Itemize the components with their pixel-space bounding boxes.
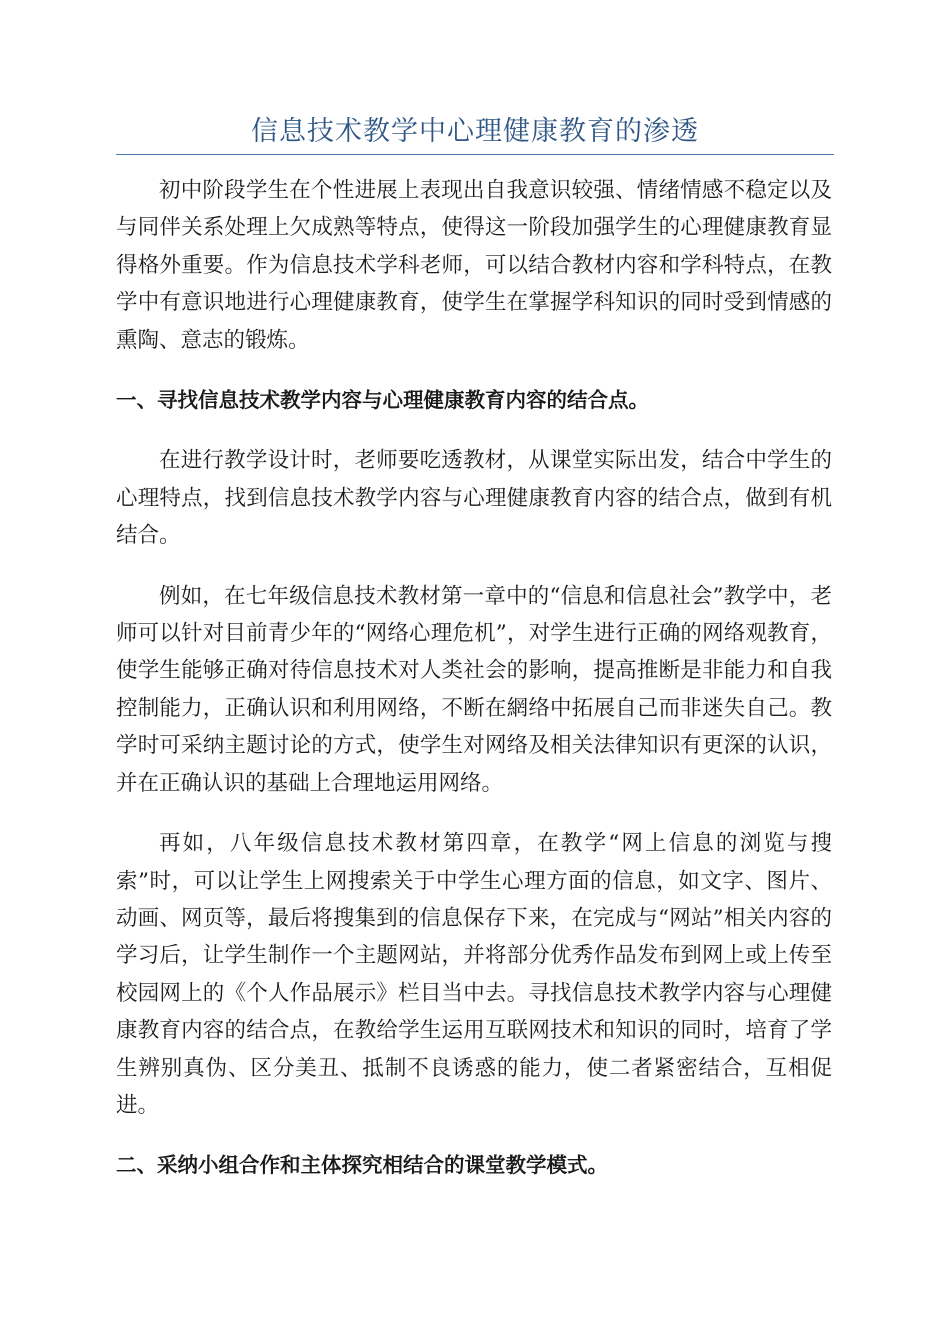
- paragraph-intro: 初中阶段学生在个性进展上表现出自我意识较强、情绪情感不稳定以及与同伴关系处理上欠成熟等特点，使得这一阶段加强学生的心理健康教育显得格外重要。作为信息技术学科老师，可以结合教材内容和学科特点，在教学中有意识地进行心理健康教育，使学生在掌握学科知识的同时受到情感的熏陶、意志的锻炼。: [116, 178, 832, 353]
- section-heading-1: 一、寻找信息技术教学内容与心理健康教育内容的结合点。: [116, 388, 649, 413]
- paragraph-example-2: 再如，八年级信息技术教材第四章，在教学“网上信息的浏览与搜索”时，可以让学生上网搜索关于中学生心理方面的信息，如文字、图片、动画、网页等，最后将搜集到的信息保存下来，在完成与“网站”相关内容的学习后，让学生制作一个主题网站，并将部分优秀作品发布到网上或上传至校园网上的《个人作品展示》栏目当中去。寻找信息技术教学内容与心理健康教育内容的结合点，在教给学生运用互联网技术和知识的同时，培育了学生辨别真伪、区分美丑、抵制不良诱惑的能力，使二者紧密结合，互相促进。: [116, 831, 832, 1118]
- paragraph-section-1: 在进行教学设计时，老师要吃透教材，从课堂实际出发，结合中学生的心理特点，找到信息技术教学内容与心理健康教育内容的结合点，做到有机结合。: [116, 448, 832, 549]
- document-title: 信息技术教学中心理健康教育的渗透: [251, 116, 699, 147]
- section-heading-2: 二、采纳小组合作和主体探究相结合的课堂教学模式。: [116, 1153, 608, 1178]
- paragraph-example-1: 例如，在七年级信息技术教材第一章中的“信息和信息社会”教学中，老师可以针对目前青少年的“网络心理危机”，对学生进行正确的网络观教育，使学生能够正确对待信息技术对人类社会的影响，提高推断是非能力和自我控制能力，正确认识和利用网络，不断在網络中拓展自己而非迷失自己。教学时可采纳主题讨论的方式，使学生对网络及相关法律知识有更深的认识，并在正确认识的基础上合理地运用网络。: [116, 583, 832, 796]
- document-body: [116, 172, 832, 1208]
- title-underline: [116, 154, 834, 155]
